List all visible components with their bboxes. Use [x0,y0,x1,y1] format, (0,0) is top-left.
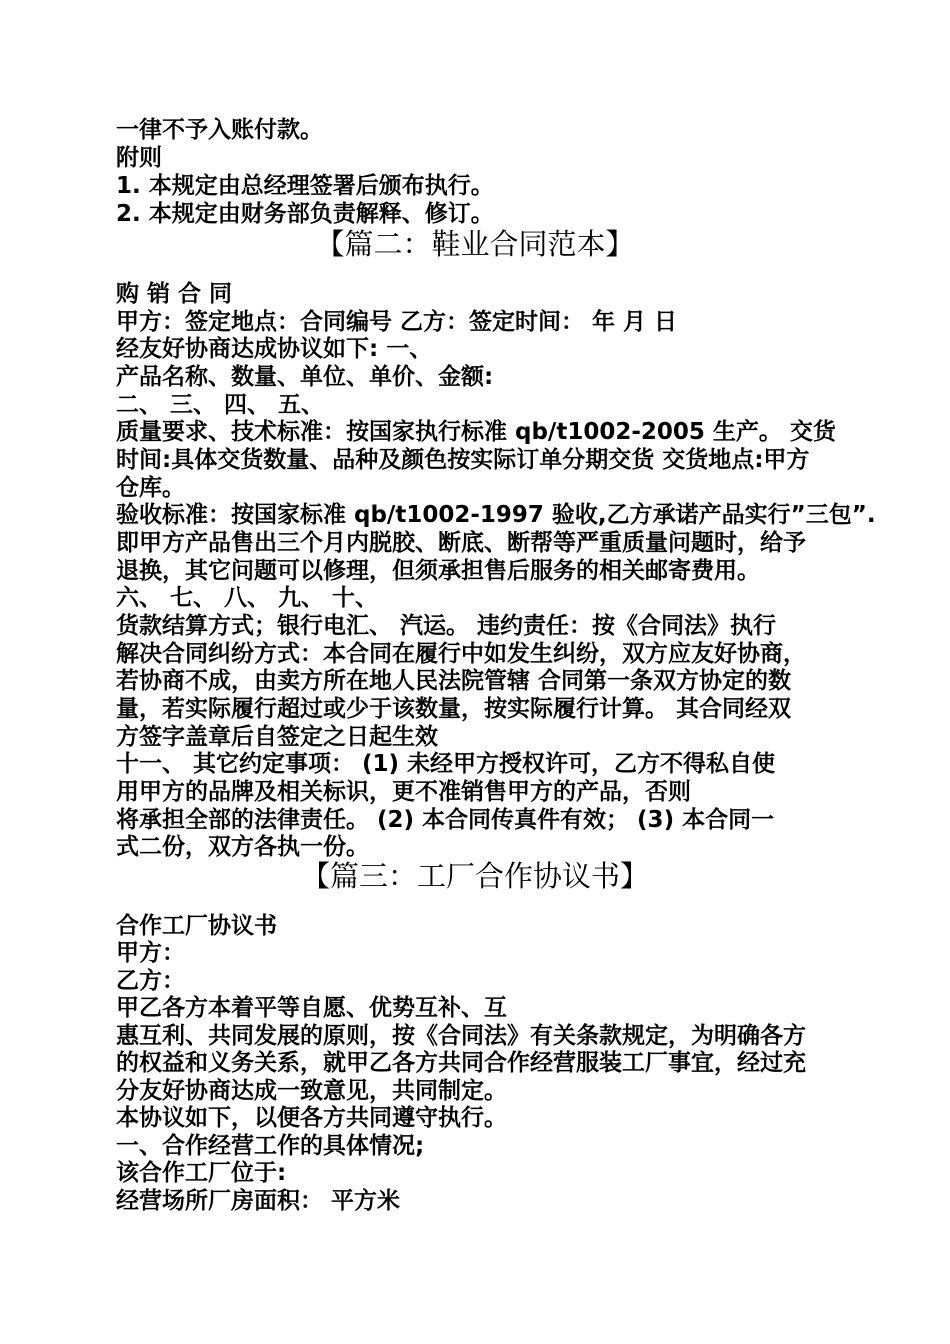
text-line: 甲乙各方本着平等自愿、优势互补、互 [116,995,507,1021]
text-line: 六、 七、 八、 九、 十、 [116,585,379,611]
text-line: 式二份，双方各执一份。 [116,834,369,860]
text-line: 量，若实际履行超过或少于该数量，按实际履行计算。 其合同经双 [116,696,792,722]
text-line: 分友好协商达成一致意见，共同制定。 [116,1078,507,1104]
text-line: 惠互利、共同发展的原则，按《合同法》有关条款规定，为明确各方 [116,1023,806,1049]
section-heading: 【篇三：工厂合作协议书】 [300,859,649,893]
section-heading: 【篇二：鞋业合同范本】 [315,227,635,261]
text-line: 退换，其它问题可以修理，但须承担售后服务的相关邮寄费用。 [116,558,760,584]
text-line: 1. 本规定由总经理签署后颁布执行。 [116,173,494,199]
text-line: 2. 本规定由财务部负责解释、修订。 [116,201,494,227]
text-line: 本协议如下，以便各方共同遵守执行。 [116,1105,507,1131]
text-line: 解决合同纠纷方式：本合同在履行中如发生纠纷，双方应友好协商， [116,641,806,667]
text-line: 方签字盖章后自签定之日起生效 [116,724,438,750]
text-line: 即甲方产品售出三个月内脱胶、断底、断帮等严重质量问题时，给予 [116,530,806,556]
text-line: 货款结算方式；银行电汇、 汽运。 违约责任：按《合同法》执行 [116,613,777,639]
text-line: 一、合作经营工作的具体情况; [116,1133,425,1159]
text-line: 产品名称、数量、单位、单价、金额: [116,364,494,390]
text-line: 经友好协商达成协议如下: 一、 [116,336,433,362]
agreement-title: 合作工厂协议书 [116,913,277,939]
text-line: 仓库。 [116,475,185,501]
text-line: 附则 [116,145,162,171]
text-line: 将承担全部的法律责任。 (2) 本合同传真件有效； (3) 本合同一 [116,807,775,833]
text-line: 一律不予入账付款。 [116,117,323,143]
text-line: 时间:具体交货数量、品种及颜色按实际订单分期交货 交货地点:甲方 [116,447,810,473]
text-line: 甲方：签定地点：合同编号 乙方：签定时间： 年 月 日 [116,309,678,335]
text-line: 用甲方的品牌及相关标识，更不准销售甲方的产品，否则 [116,779,691,805]
contract-title: 购 销 合 同 [116,281,233,307]
text-line: 若协商不成，由卖方所在地人民法院管辖 合同第一条双方协定的数 [116,668,792,694]
text-line: 的权益和义务关系，就甲乙各方共同合作经营服装工厂事宜，经过充 [116,1050,806,1076]
text-line: 验收标准：按国家标准 qb/t1002-1997 验收,乙方承诺产品实行”三包”. [116,502,876,528]
text-line: 二、 三、 四、 五、 [116,392,325,418]
text-line: 甲方： [116,940,185,966]
text-line: 乙方： [116,968,185,994]
text-line: 经营场所厂房面积： 平方米 [116,1188,401,1214]
text-line: 质量要求、技术标准：按国家执行标准 qb/t1002-2005 生产。 交货 [116,419,836,445]
text-line: 十一、 其它约定事项： (1) 未经甲方授权许可，乙方不得私自使 [116,751,776,777]
text-line: 该合作工厂位于: [116,1160,287,1186]
